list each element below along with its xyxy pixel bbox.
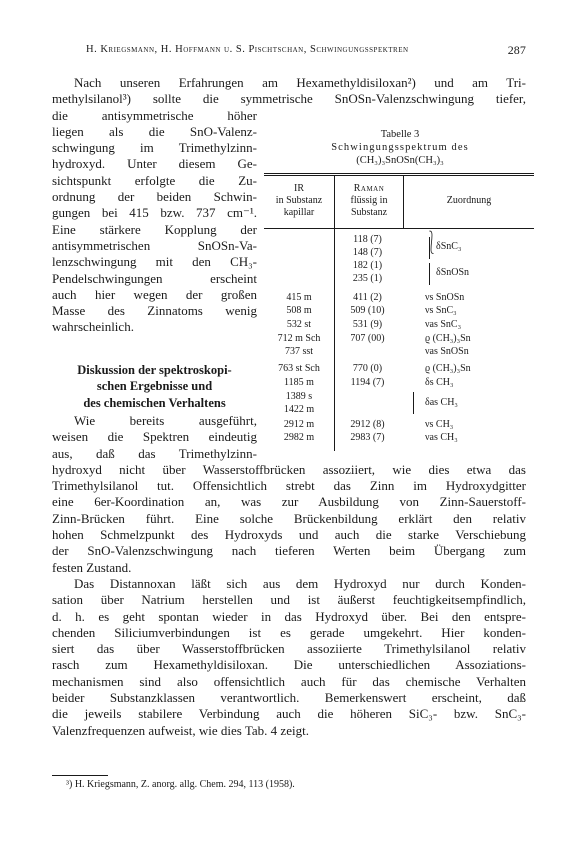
header-raman-sub: Substanz bbox=[350, 207, 388, 218]
text-line: Nach unseren Erfahrungen am Hexamethyldisiloxan²) und am Tri- bbox=[74, 75, 526, 90]
table-cell-raman: 2983 (7) bbox=[350, 432, 385, 443]
text-line: ordnung der beiden Schwin- bbox=[52, 189, 257, 205]
text-line: methylsilanol³) sollte die symmetrische SnOSn-Valenzschwingung tiefer, bbox=[52, 91, 526, 107]
text-line: wahrscheinlich. bbox=[52, 319, 134, 335]
text-line: gungen bei 415 bzw. 737 cm⁻¹. bbox=[52, 205, 257, 221]
table-cell-assignment: νas SnOSn bbox=[425, 346, 469, 357]
text-line: Zinn-Brücken führt. Eine solche Brückenbildung erklärt den relativ bbox=[52, 510, 526, 526]
table-cell-raman: 707 (00) bbox=[350, 333, 385, 344]
text-line: lenzschwingung mit den CH₃- bbox=[52, 254, 257, 270]
text-line: antisymmetrischen SnOSn-Va- bbox=[52, 237, 257, 253]
text-line: auch hier wegen der großen bbox=[52, 286, 257, 302]
page-number: 287 bbox=[507, 43, 526, 57]
table-cell-ir: 2912 m bbox=[283, 419, 315, 430]
section-paragraph-start bbox=[52, 413, 257, 462]
text-line: sichtspunkt erfolgte die Zu- bbox=[52, 172, 257, 188]
table-cell-ir: 737 sst bbox=[284, 346, 314, 357]
text-line: der SnO-Valenzschwingung nach tieferen Werten beim Übergang zum bbox=[52, 543, 526, 559]
table-cell-raman: 411 (2) bbox=[353, 292, 382, 303]
text-line: Valenzfrequenzen aufweist, wie dies Tab. 4 zeigt. bbox=[52, 722, 309, 738]
table-cell-raman: 531 (9) bbox=[352, 319, 383, 330]
table-column-divider bbox=[403, 176, 404, 228]
table-cell-raman: 235 (1) bbox=[352, 273, 383, 284]
text-line: Eine stärkere Kopplung der bbox=[52, 221, 257, 237]
table-cell-assignment: δas CH₃ bbox=[425, 397, 458, 408]
footnote-rule bbox=[52, 775, 108, 776]
intro-paragraph bbox=[52, 75, 526, 108]
header-assignment: Zuordnung bbox=[446, 195, 492, 206]
table-cell-assignment: νs SnOSn bbox=[425, 292, 465, 303]
table-cell-ir: 508 m bbox=[286, 305, 312, 316]
table-cell-raman: 1194 (7) bbox=[350, 377, 385, 388]
table-title: Schwingungsspektrum des bbox=[331, 142, 469, 153]
table-label: Tabelle 3 bbox=[380, 129, 420, 140]
footnote: ³) H. Kriegsmann, Z. anorg. allg. Chem. 294, 113 (1958). bbox=[66, 779, 295, 790]
text-line: Masse des Zinnatoms wenig bbox=[52, 303, 257, 319]
text-line: festen Zustand. bbox=[52, 559, 132, 575]
text-line: sation über Natrium herstellen und ist äußerst feuchtigkeitsempfindlich, bbox=[52, 592, 526, 608]
text-line: chenden Siliciumverbindungen ist es gerade umgekehrt. Hier konden- bbox=[52, 624, 526, 640]
header-raman bbox=[336, 183, 402, 219]
left-column-paragraph bbox=[52, 108, 257, 336]
table-cell-ir: 415 m bbox=[286, 292, 312, 303]
text-line: siert das über Wasserstoffbrücken assoziierte Trimethylsilanol relativ bbox=[52, 641, 526, 657]
table-cell-raman: 148 (7) bbox=[352, 247, 383, 258]
text-line: die jeweils stabilere Verbindung auch die höheren SiC₃- bzw. SnC₃- bbox=[52, 706, 526, 722]
table-top-rule-double bbox=[264, 175, 534, 176]
table-cell-assignment: ϱ (CH₃)₃Sn bbox=[425, 363, 471, 374]
text-line: liegen als die SnO-Valenz- bbox=[52, 123, 257, 139]
table-header-rule bbox=[264, 228, 534, 229]
heading-line: des chemischen Verhaltens bbox=[83, 395, 226, 410]
running-title: H. Kriegsmann, H. Hoffmann u. S. Pischtschan, Schwingungsspektren bbox=[86, 44, 409, 55]
brace-icon: ⎱ bbox=[426, 230, 438, 255]
brace-line bbox=[429, 263, 430, 285]
header-ir-sub: in Substanz bbox=[275, 195, 323, 206]
table-cell-raman: 118 (7) bbox=[353, 234, 382, 245]
heading-line: Diskussion der spektroskopi- bbox=[77, 363, 232, 377]
text-line: d. h. es geht spontan wieder in das Hydroxyd über. Bei den entspre- bbox=[52, 608, 526, 624]
table-cell-ir: 1185 m bbox=[284, 377, 314, 388]
text-line: schwingung im Trimethylzinn- bbox=[52, 140, 257, 156]
paragraph-distannoxan bbox=[52, 576, 526, 739]
table-cell-assignment: ϱ (CH₃)₃Sn bbox=[425, 333, 471, 344]
brace-line bbox=[413, 392, 414, 414]
text-line: Das Distannoxan läßt sich aus dem Hydroxyd nur durch Konden- bbox=[74, 576, 526, 591]
table-formula: (CH₃)₃SnOSn(CH₃)₃ bbox=[356, 155, 444, 166]
table-cell-ir: 763 st Sch bbox=[278, 363, 320, 374]
header-raman-title: Raman bbox=[353, 183, 385, 194]
heading-line: schen Ergebnisse und bbox=[96, 379, 213, 394]
text-line: hohen Schmelzpunkt des Hydroxyds und auch die starke Verschiebung bbox=[52, 527, 526, 543]
text-line: beider Substanzklassen verantwortlich. Bemerkenswert erscheint, daß bbox=[52, 690, 526, 706]
text-line: mechanismen sind also offensichtlich auch für das chemische Verhalten bbox=[52, 673, 526, 689]
text-line: Wie bereits ausgeführt, bbox=[74, 413, 257, 428]
text-line: hydroxyd. Unter diesem Ge- bbox=[52, 156, 257, 172]
table-column-divider bbox=[334, 176, 335, 451]
text-line: hydroxyd nicht über Wasserstoffbrücken assoziiert, wie dies etwa das bbox=[52, 461, 526, 477]
table-cell-assignment: δSnC₃ bbox=[436, 241, 462, 252]
text-line: rasch zum Hexamethyldisiloxan. Die unterschiedlichen Assoziations- bbox=[52, 657, 526, 673]
table-cell-assignment: δSnOSn bbox=[436, 267, 470, 278]
table-cell-raman: 2912 (8) bbox=[350, 419, 385, 430]
table-cell-ir: 532 st bbox=[286, 319, 312, 330]
table-cell-assignment: νs SnC₃ bbox=[425, 305, 457, 316]
table-cell-raman: 509 (10) bbox=[350, 305, 385, 316]
section-heading bbox=[52, 362, 257, 411]
header-ir bbox=[266, 183, 332, 219]
text-line: Pendelschwingungen erscheint bbox=[52, 270, 257, 286]
table-cell-assignment: νas SnC₃ bbox=[425, 319, 462, 330]
section-paragraph-continuation bbox=[52, 462, 526, 576]
text-line: aus, daß das Trimethylzinn- bbox=[52, 445, 257, 461]
header-ir-sub: kapillar bbox=[283, 207, 315, 218]
table-cell-raman: 770 (0) bbox=[352, 363, 383, 374]
header-ir-title: IR bbox=[294, 183, 304, 194]
text-line: weisen die Spektren eindeutig bbox=[52, 429, 257, 445]
table-cell-ir: 1422 m bbox=[283, 404, 315, 415]
brace-line bbox=[429, 237, 430, 259]
table-cell-ir: 2982 m bbox=[283, 432, 315, 443]
table-cell-assignment: νas CH₃ bbox=[425, 432, 458, 443]
text-line: eine 6er-Koordination an, was zur Ausbildung von Zinn-Sauerstoff- bbox=[52, 494, 526, 510]
table-top-rule bbox=[264, 173, 534, 174]
table-cell-ir: 1389 s bbox=[285, 391, 313, 402]
table-cell-assignment: νs CH₃ bbox=[425, 419, 454, 430]
table-cell-assignment: δs CH₃ bbox=[425, 377, 454, 388]
text-line: Trimethylsilanol tut. Offensichtlich strebt das Zinn im Hydroxydgitter bbox=[52, 478, 526, 494]
table-cell-ir: 712 m Sch bbox=[277, 333, 321, 344]
table-cell-raman: 182 (1) bbox=[352, 260, 383, 271]
table-caption bbox=[270, 128, 530, 167]
header-raman-sub: flüssig in bbox=[350, 195, 388, 206]
text-line: die antisymmetrische höher bbox=[52, 107, 257, 123]
